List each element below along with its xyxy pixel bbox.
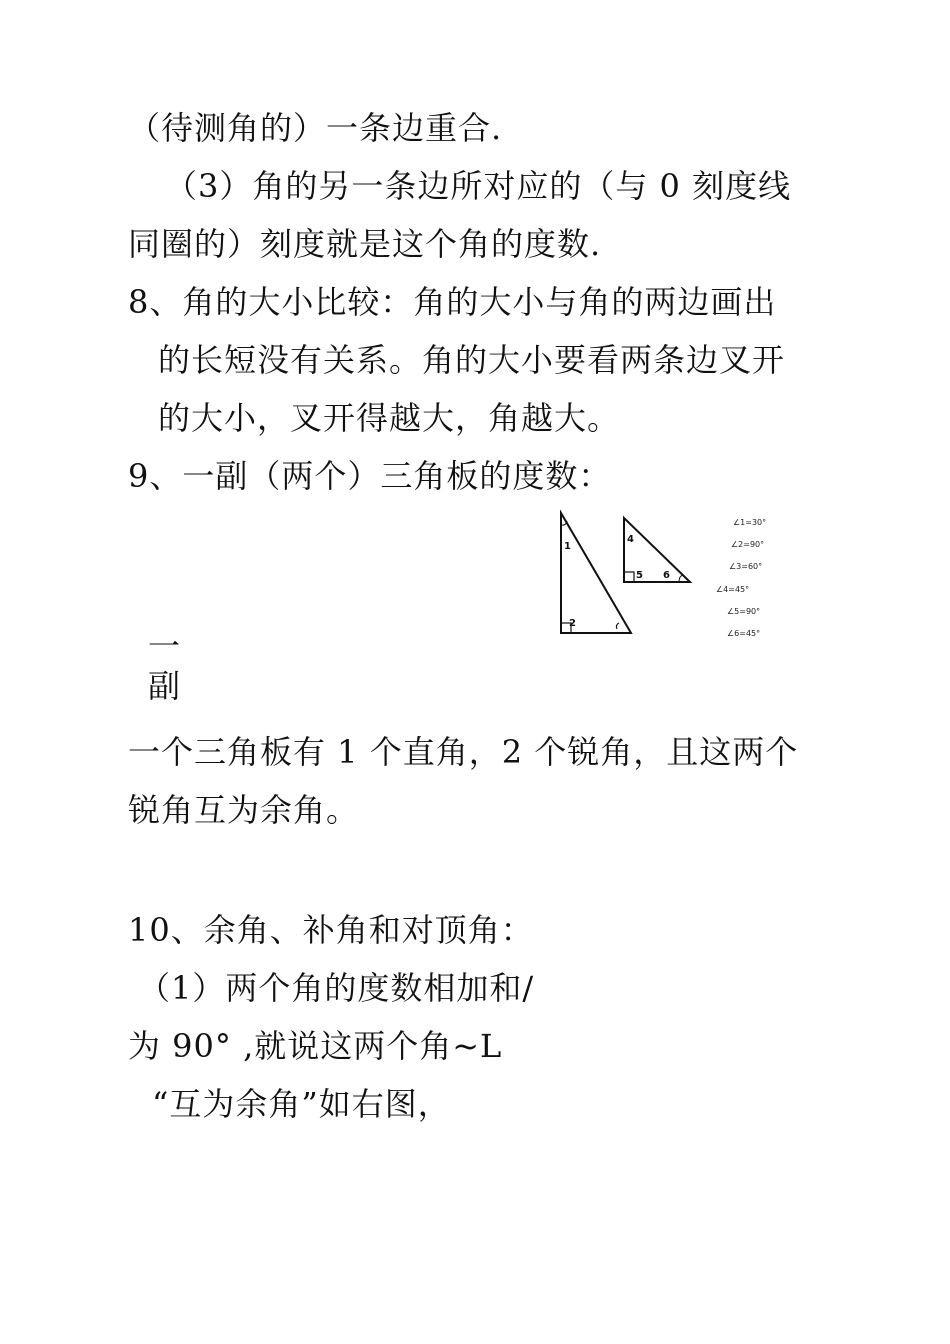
angle-label-1: 1 <box>564 541 571 552</box>
text-line-1: （待测角的）一条边重合. <box>128 109 503 147</box>
triangle-30-60-90 <box>561 513 631 633</box>
text-line-2: （3）角的另一条边所对应的（与 0 刻度线 <box>165 167 792 205</box>
degree-5: ∠5=90° <box>727 607 761 616</box>
text-line-fu: 副 <box>148 667 182 705</box>
degree-1: ∠1=30° <box>733 518 767 527</box>
text-line-5: 的长短没有关系。角的大小要看两条边叉开 <box>158 341 786 379</box>
degree-4: ∠4=45° <box>716 585 750 594</box>
text-line-6: 的大小，叉开得越大，角越大。 <box>158 399 621 437</box>
text-line-10: 一个三角板有 1 个直角，2 个锐角，且这两个 <box>128 733 799 771</box>
angle-label-5: 5 <box>636 570 643 581</box>
heading-10: 10、余角、补角和对顶角： <box>128 911 534 949</box>
degree-3: ∠3=60° <box>729 562 763 571</box>
text-line-15: “互为余角”如右图， <box>152 1085 451 1123</box>
degree-2: ∠2=90° <box>731 540 765 549</box>
angle-arc-3 <box>616 623 619 629</box>
angle-label-2: 2 <box>569 618 576 629</box>
degree-6: ∠6=45° <box>727 629 761 638</box>
triangle-set-figure <box>545 505 795 645</box>
text-line-yi: 一 <box>148 627 182 665</box>
heading-8: 8、角的大小比较：角的大小与角的两边画出 <box>128 283 777 321</box>
right-angle-mark-2 <box>624 572 634 582</box>
heading-9: 9、一副（两个）三角板的度数： <box>128 457 612 495</box>
angle-label-6: 6 <box>663 570 670 581</box>
text-line-13: （1）两个角的度数相加和/ <box>138 969 535 1007</box>
angle-arc-6 <box>679 575 683 582</box>
text-line-3: 同圈的）刻度就是这个角的度数. <box>128 225 602 263</box>
text-line-14: 为 90° ,就说这两个角~L <box>128 1027 503 1065</box>
text-line-11: 锐角互为余角。 <box>128 791 360 829</box>
angle-label-4: 4 <box>627 534 634 545</box>
